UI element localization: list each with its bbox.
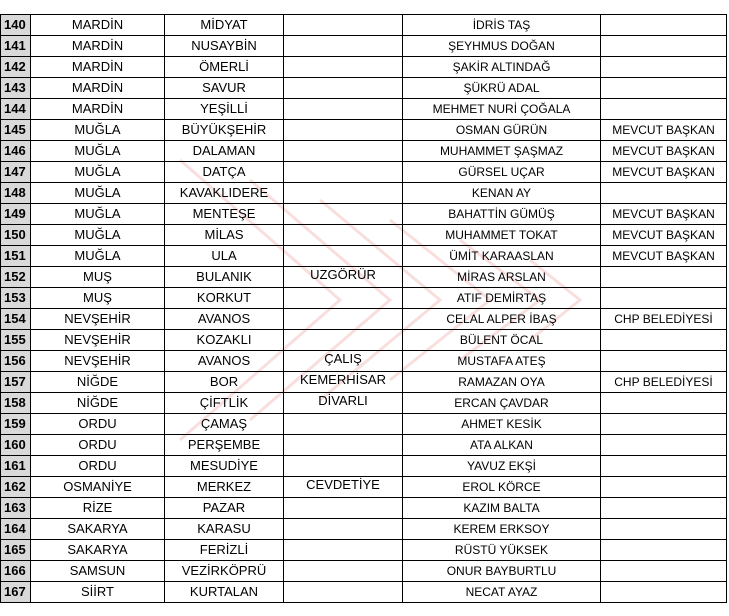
table-row xyxy=(1,414,727,435)
candidate-name-cell: RAMAZAN OYA xyxy=(403,372,601,393)
row-number: 153 xyxy=(1,288,31,309)
district-cell: ÖMERLİ xyxy=(165,57,284,78)
row-number: 162 xyxy=(1,477,31,498)
candidate-name-cell: BÜLENT ÖCAL xyxy=(403,330,601,351)
subdistrict-cell xyxy=(284,120,403,141)
note-cell xyxy=(601,57,727,78)
table-row xyxy=(1,519,727,540)
table-row xyxy=(1,141,727,162)
table-row xyxy=(1,582,727,603)
district-cell: AVANOS xyxy=(165,309,284,330)
subdistrict-cell: DİVARLI xyxy=(284,393,403,414)
note-cell xyxy=(601,477,727,498)
candidate-name-cell: ÜMİT KARAASLAN xyxy=(403,246,601,267)
table-row xyxy=(1,78,727,99)
table-row xyxy=(1,246,727,267)
note-cell xyxy=(601,15,727,36)
row-number: 146 xyxy=(1,141,31,162)
note-cell: CHP BELEDİYESİ xyxy=(601,372,727,393)
row-number: 140 xyxy=(1,15,31,36)
table-row xyxy=(1,267,727,288)
city-cell: SAMSUN xyxy=(31,561,165,582)
table-row xyxy=(1,225,727,246)
subdistrict-cell xyxy=(284,519,403,540)
row-number: 151 xyxy=(1,246,31,267)
table-body xyxy=(1,15,727,603)
table-row xyxy=(1,561,727,582)
row-number: 156 xyxy=(1,351,31,372)
subdistrict-cell xyxy=(284,141,403,162)
row-number: 149 xyxy=(1,204,31,225)
subdistrict-cell xyxy=(284,498,403,519)
city-cell: MUŞ xyxy=(31,288,165,309)
city-cell: MUŞ xyxy=(31,267,165,288)
city-cell: NEVŞEHİR xyxy=(31,309,165,330)
note-cell xyxy=(601,414,727,435)
candidate-name-cell: ŞÜKRÜ ADAL xyxy=(403,78,601,99)
candidate-table xyxy=(0,14,727,603)
subdistrict-cell: UZGÖRÜR xyxy=(284,267,403,288)
note-cell xyxy=(601,330,727,351)
candidate-name-cell: ATIF DEMİRTAŞ xyxy=(403,288,601,309)
district-cell: BÜYÜKŞEHİR xyxy=(165,120,284,141)
candidate-name-cell: YAVUZ EKŞİ xyxy=(403,456,601,477)
district-cell: MERKEZ xyxy=(165,477,284,498)
note-cell xyxy=(601,498,727,519)
subdistrict-cell xyxy=(284,414,403,435)
candidate-name-cell: MUHAMMET ŞAŞMAZ xyxy=(403,141,601,162)
subdistrict-cell: CEVDETİYE xyxy=(284,477,403,498)
city-cell: ORDU xyxy=(31,435,165,456)
row-number: 166 xyxy=(1,561,31,582)
row-number: 144 xyxy=(1,99,31,120)
note-cell: MEVCUT BAŞKAN xyxy=(601,204,727,225)
table-row xyxy=(1,540,727,561)
table-row xyxy=(1,372,727,393)
city-cell: MUĞLA xyxy=(31,183,165,204)
subdistrict-cell xyxy=(284,456,403,477)
subdistrict-cell xyxy=(284,36,403,57)
subdistrict-cell xyxy=(284,246,403,267)
city-cell: MUĞLA xyxy=(31,246,165,267)
row-number: 159 xyxy=(1,414,31,435)
note-cell xyxy=(601,540,727,561)
district-cell: AVANOS xyxy=(165,351,284,372)
note-cell: MEVCUT BAŞKAN xyxy=(601,120,727,141)
city-cell: NİĞDE xyxy=(31,372,165,393)
subdistrict-cell xyxy=(284,309,403,330)
district-cell: VEZİRKÖPRÜ xyxy=(165,561,284,582)
note-cell xyxy=(601,78,727,99)
candidate-name-cell: NECAT AYAZ xyxy=(403,582,601,603)
table-row xyxy=(1,204,727,225)
city-cell: NEVŞEHİR xyxy=(31,330,165,351)
district-cell: KURTALAN xyxy=(165,582,284,603)
row-number: 150 xyxy=(1,225,31,246)
city-cell: NİĞDE xyxy=(31,393,165,414)
candidate-name-cell: BAHATTİN GÜMÜŞ xyxy=(403,204,601,225)
district-cell: FERİZLİ xyxy=(165,540,284,561)
note-cell: MEVCUT BAŞKAN xyxy=(601,246,727,267)
city-cell: MUĞLA xyxy=(31,120,165,141)
city-cell: MARDİN xyxy=(31,78,165,99)
candidate-name-cell: EROL KÖRCE xyxy=(403,477,601,498)
table-row xyxy=(1,477,727,498)
table-row xyxy=(1,309,727,330)
city-cell: MUĞLA xyxy=(31,225,165,246)
note-cell xyxy=(601,582,727,603)
subdistrict-cell xyxy=(284,204,403,225)
table-row xyxy=(1,183,727,204)
table-row xyxy=(1,393,727,414)
subdistrict-cell xyxy=(284,435,403,456)
note-cell xyxy=(601,99,727,120)
city-cell: NEVŞEHİR xyxy=(31,351,165,372)
note-cell xyxy=(601,393,727,414)
district-cell: PERŞEMBE xyxy=(165,435,284,456)
row-number: 158 xyxy=(1,393,31,414)
row-number: 160 xyxy=(1,435,31,456)
candidate-name-cell: MUHAMMET TOKAT xyxy=(403,225,601,246)
subdistrict-cell xyxy=(284,225,403,246)
note-cell xyxy=(601,267,727,288)
candidate-name-cell: MİRAS ARSLAN xyxy=(403,267,601,288)
city-cell: SAKARYA xyxy=(31,540,165,561)
subdistrict-cell xyxy=(284,78,403,99)
district-cell: NUSAYBİN xyxy=(165,36,284,57)
district-cell: ULA xyxy=(165,246,284,267)
candidate-name-cell: KEREM ERKSOY xyxy=(403,519,601,540)
table-row xyxy=(1,57,727,78)
subdistrict-cell xyxy=(284,288,403,309)
district-cell: BULANIK xyxy=(165,267,284,288)
city-cell: RİZE xyxy=(31,498,165,519)
note-cell xyxy=(601,519,727,540)
city-cell: OSMANİYE xyxy=(31,477,165,498)
row-number: 163 xyxy=(1,498,31,519)
subdistrict-cell xyxy=(284,183,403,204)
district-cell: KORKUT xyxy=(165,288,284,309)
note-cell xyxy=(601,351,727,372)
subdistrict-cell xyxy=(284,15,403,36)
note-cell: MEVCUT BAŞKAN xyxy=(601,225,727,246)
district-cell: ÇAMAŞ xyxy=(165,414,284,435)
candidate-name-cell: OSMAN GÜRÜN xyxy=(403,120,601,141)
district-cell: YEŞİLLİ xyxy=(165,99,284,120)
row-number: 143 xyxy=(1,78,31,99)
district-cell: PAZAR xyxy=(165,498,284,519)
table-row xyxy=(1,36,727,57)
city-cell: SAKARYA xyxy=(31,519,165,540)
note-cell: MEVCUT BAŞKAN xyxy=(601,141,727,162)
subdistrict-cell xyxy=(284,99,403,120)
city-cell: MARDİN xyxy=(31,99,165,120)
district-cell: KAVAKLIDERE xyxy=(165,183,284,204)
row-number: 141 xyxy=(1,36,31,57)
note-cell xyxy=(601,435,727,456)
row-number: 155 xyxy=(1,330,31,351)
table-row xyxy=(1,330,727,351)
note-cell xyxy=(601,456,727,477)
table-row xyxy=(1,351,727,372)
candidate-name-cell: GÜRSEL UÇAR xyxy=(403,162,601,183)
candidate-name-cell: MUSTAFA ATEŞ xyxy=(403,351,601,372)
row-number: 154 xyxy=(1,309,31,330)
candidate-name-cell: RÜSTÜ YÜKSEK xyxy=(403,540,601,561)
subdistrict-cell xyxy=(284,57,403,78)
candidate-name-cell: ERCAN ÇAVDAR xyxy=(403,393,601,414)
row-number: 142 xyxy=(1,57,31,78)
city-cell: MUĞLA xyxy=(31,141,165,162)
row-number: 152 xyxy=(1,267,31,288)
candidate-name-cell: KENAN AY xyxy=(403,183,601,204)
row-number: 161 xyxy=(1,456,31,477)
city-cell: ORDU xyxy=(31,414,165,435)
candidate-name-cell: CELAL ALPER İBAŞ xyxy=(403,309,601,330)
district-cell: BOR xyxy=(165,372,284,393)
table-row xyxy=(1,15,727,36)
city-cell: MARDİN xyxy=(31,15,165,36)
note-cell xyxy=(601,36,727,57)
table-row xyxy=(1,288,727,309)
city-cell: MARDİN xyxy=(31,36,165,57)
city-cell: ORDU xyxy=(31,456,165,477)
district-cell: MESUDİYE xyxy=(165,456,284,477)
subdistrict-cell: KEMERHİSAR xyxy=(284,372,403,393)
note-cell xyxy=(601,561,727,582)
note-cell: CHP BELEDİYESİ xyxy=(601,309,727,330)
district-cell: SAVUR xyxy=(165,78,284,99)
row-number: 165 xyxy=(1,540,31,561)
candidate-name-cell: AHMET KESİK xyxy=(403,414,601,435)
note-cell xyxy=(601,183,727,204)
district-cell: DATÇA xyxy=(165,162,284,183)
subdistrict-cell xyxy=(284,582,403,603)
candidate-name-cell: KAZIM BALTA xyxy=(403,498,601,519)
candidate-name-cell: ŞAKİR ALTINDAĞ xyxy=(403,57,601,78)
subdistrict-cell xyxy=(284,561,403,582)
subdistrict-cell xyxy=(284,162,403,183)
district-cell: KARASU xyxy=(165,519,284,540)
row-number: 164 xyxy=(1,519,31,540)
row-number: 148 xyxy=(1,183,31,204)
note-cell xyxy=(601,288,727,309)
table-row xyxy=(1,498,727,519)
city-cell: MUĞLA xyxy=(31,162,165,183)
subdistrict-cell xyxy=(284,540,403,561)
table-row xyxy=(1,456,727,477)
row-number: 145 xyxy=(1,120,31,141)
city-cell: MARDİN xyxy=(31,57,165,78)
table-row xyxy=(1,162,727,183)
table-row xyxy=(1,120,727,141)
candidate-name-cell: MEHMET NURİ ÇOĞALA xyxy=(403,99,601,120)
district-cell: MİLAS xyxy=(165,225,284,246)
district-cell: ÇİFTLİK xyxy=(165,393,284,414)
table-row xyxy=(1,99,727,120)
candidate-name-cell: ONUR BAYBURTLU xyxy=(403,561,601,582)
district-cell: KOZAKLI xyxy=(165,330,284,351)
table-row xyxy=(1,435,727,456)
candidate-name-cell: İDRİS TAŞ xyxy=(403,15,601,36)
city-cell: SİİRT xyxy=(31,582,165,603)
subdistrict-cell xyxy=(284,330,403,351)
city-cell: MUĞLA xyxy=(31,204,165,225)
note-cell: MEVCUT BAŞKAN xyxy=(601,162,727,183)
row-number: 147 xyxy=(1,162,31,183)
district-cell: MİDYAT xyxy=(165,15,284,36)
district-cell: MENTEŞE xyxy=(165,204,284,225)
subdistrict-cell: ÇALIŞ xyxy=(284,351,403,372)
candidate-name-cell: ATA ALKAN xyxy=(403,435,601,456)
row-number: 157 xyxy=(1,372,31,393)
row-number: 167 xyxy=(1,582,31,603)
candidate-name-cell: ŞEYHMUS DOĞAN xyxy=(403,36,601,57)
district-cell: DALAMAN xyxy=(165,141,284,162)
